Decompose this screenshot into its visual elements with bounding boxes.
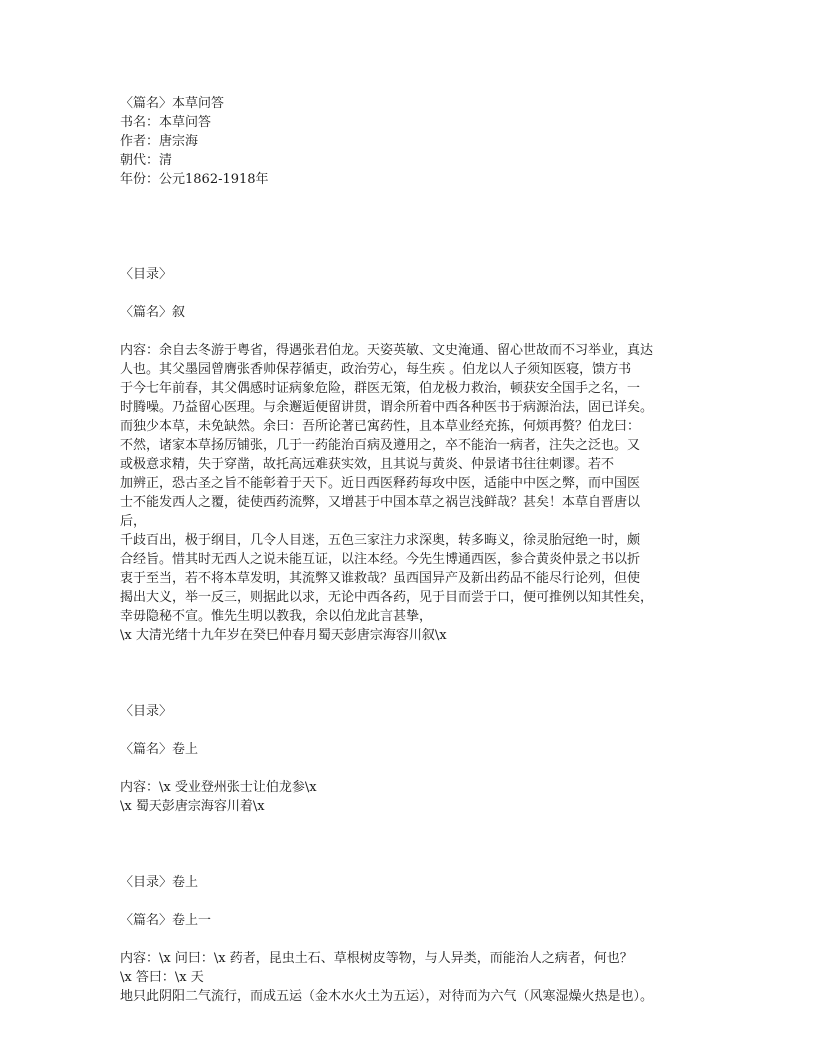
text-line: 人也。其父墨园曾膺张香帅保荐循吏，政治劳心，每生疾 。伯龙以人子须知医寝，馈方书 [120,362,632,377]
toc-label: 〈目录〉 [120,704,173,719]
toc-label: 〈目录〉卷上 [120,875,199,890]
text-line: 幸毋隐秘不宣。惟先生明以教我，余以伯龙此言甚挚， [120,609,433,624]
text-line: 而独少本草，未免缺然。余曰：吾所论著已寓药性，且本草业经充拣，何烦再赘？伯龙曰： [120,419,641,434]
book-name: 书名：本草问答 [120,115,212,130]
text-line: 揭出大义，举一反三，则据此以求，无论中西各药，见于目而尝于口，便可推例以知其性矣， [120,590,654,605]
section-body [120,778,690,816]
section-volume-1 [120,702,690,816]
text-line: 千歧百出，极于纲目，几令人目迷，五色三家注力求深奥，转多晦义，徐灵胎冠绝一时，颇 [120,533,641,548]
section-body [120,949,690,1006]
text-line: 后， [120,514,147,529]
header-title: 〈篇名〉本草问答 [120,96,225,111]
toc-label: 〈目录〉 [120,267,173,282]
year: 年份：公元1862-1918年 [120,172,269,187]
section-title: 〈篇名〉卷上一 [120,913,212,928]
text-line: 士不能发西人之覆，徒使西药流弊，又增甚于中国本草之祸岂浅鲜哉？甚矣！本草自晋唐以 [120,495,641,510]
metadata-block [120,94,690,189]
text-line: 内容：\x 受业登州张士让伯龙参\x [120,780,317,795]
text-line: 不然，诸家本草扬厉铺张，几于一药能治百病及遵用之，卒不能治一病者，注失之泛也。又 [120,438,641,453]
author: 作者：唐宗海 [120,134,199,149]
text-line: \x 大清光绪十九年岁在癸巳仲春月蜀天彭唐宗海容川叙\x [120,628,447,643]
dynasty: 朝代：清 [120,153,173,168]
text-line: 或极意求精，失于穿凿，故托高远难获实效，且其说与黄炎、仲景诸书往往刺谬。若不 [120,457,615,472]
text-line: 地只此阴阳二气流行，而成五运（金木水火土为五运），对待而为六气（风寒湿燥火热是也）。 [120,989,654,1004]
text-line: 衷于至当，若不将本草发明，其流弊又谁救哉？虽西国异产及新出药品不能尽行论列，但使 [120,571,641,586]
text-line: \x 蜀天彭唐宗海容川着\x [120,799,265,814]
text-line: 内容：\x 问曰：\x 药者，昆虫土石、草根树皮等物，与人异类，而能治人之病者，何也？ [120,951,633,966]
section-preface [120,265,690,645]
text-line: 合经旨。惜其时无西人之说未能互证，以注本经。今先生博通西医，参合黄炎仲景之书以折 [120,552,641,567]
text-line: 内容：余自去冬游于粤省，得遇张君伯龙。天姿英敏、文史淹通、留心世故而不习举业，真达 [120,343,654,358]
text-line: 于今七年前春，其父偶感时证病象危险，群医无策，伯龙极力救治，顿获安全国手之名，一 [120,381,641,396]
section-title: 〈篇名〉卷上 [120,742,199,757]
text-line: \x 答曰：\x 天 [120,970,204,985]
section-body [120,341,690,645]
text-line: 加辨正，恐古圣之旨不能彰着于天下。近日西医释药每攻中医，适能中中医之弊，而中国医 [120,476,641,491]
section-volume-1-part-1 [120,873,690,1006]
document-page [120,94,690,1006]
section-title: 〈篇名〉叙 [120,305,186,320]
text-line: 时腾噪。乃益留心医理。与余邂逅便留讲贯，谓余所着中西各种医书于病源治法，固已详矣。 [120,400,654,415]
